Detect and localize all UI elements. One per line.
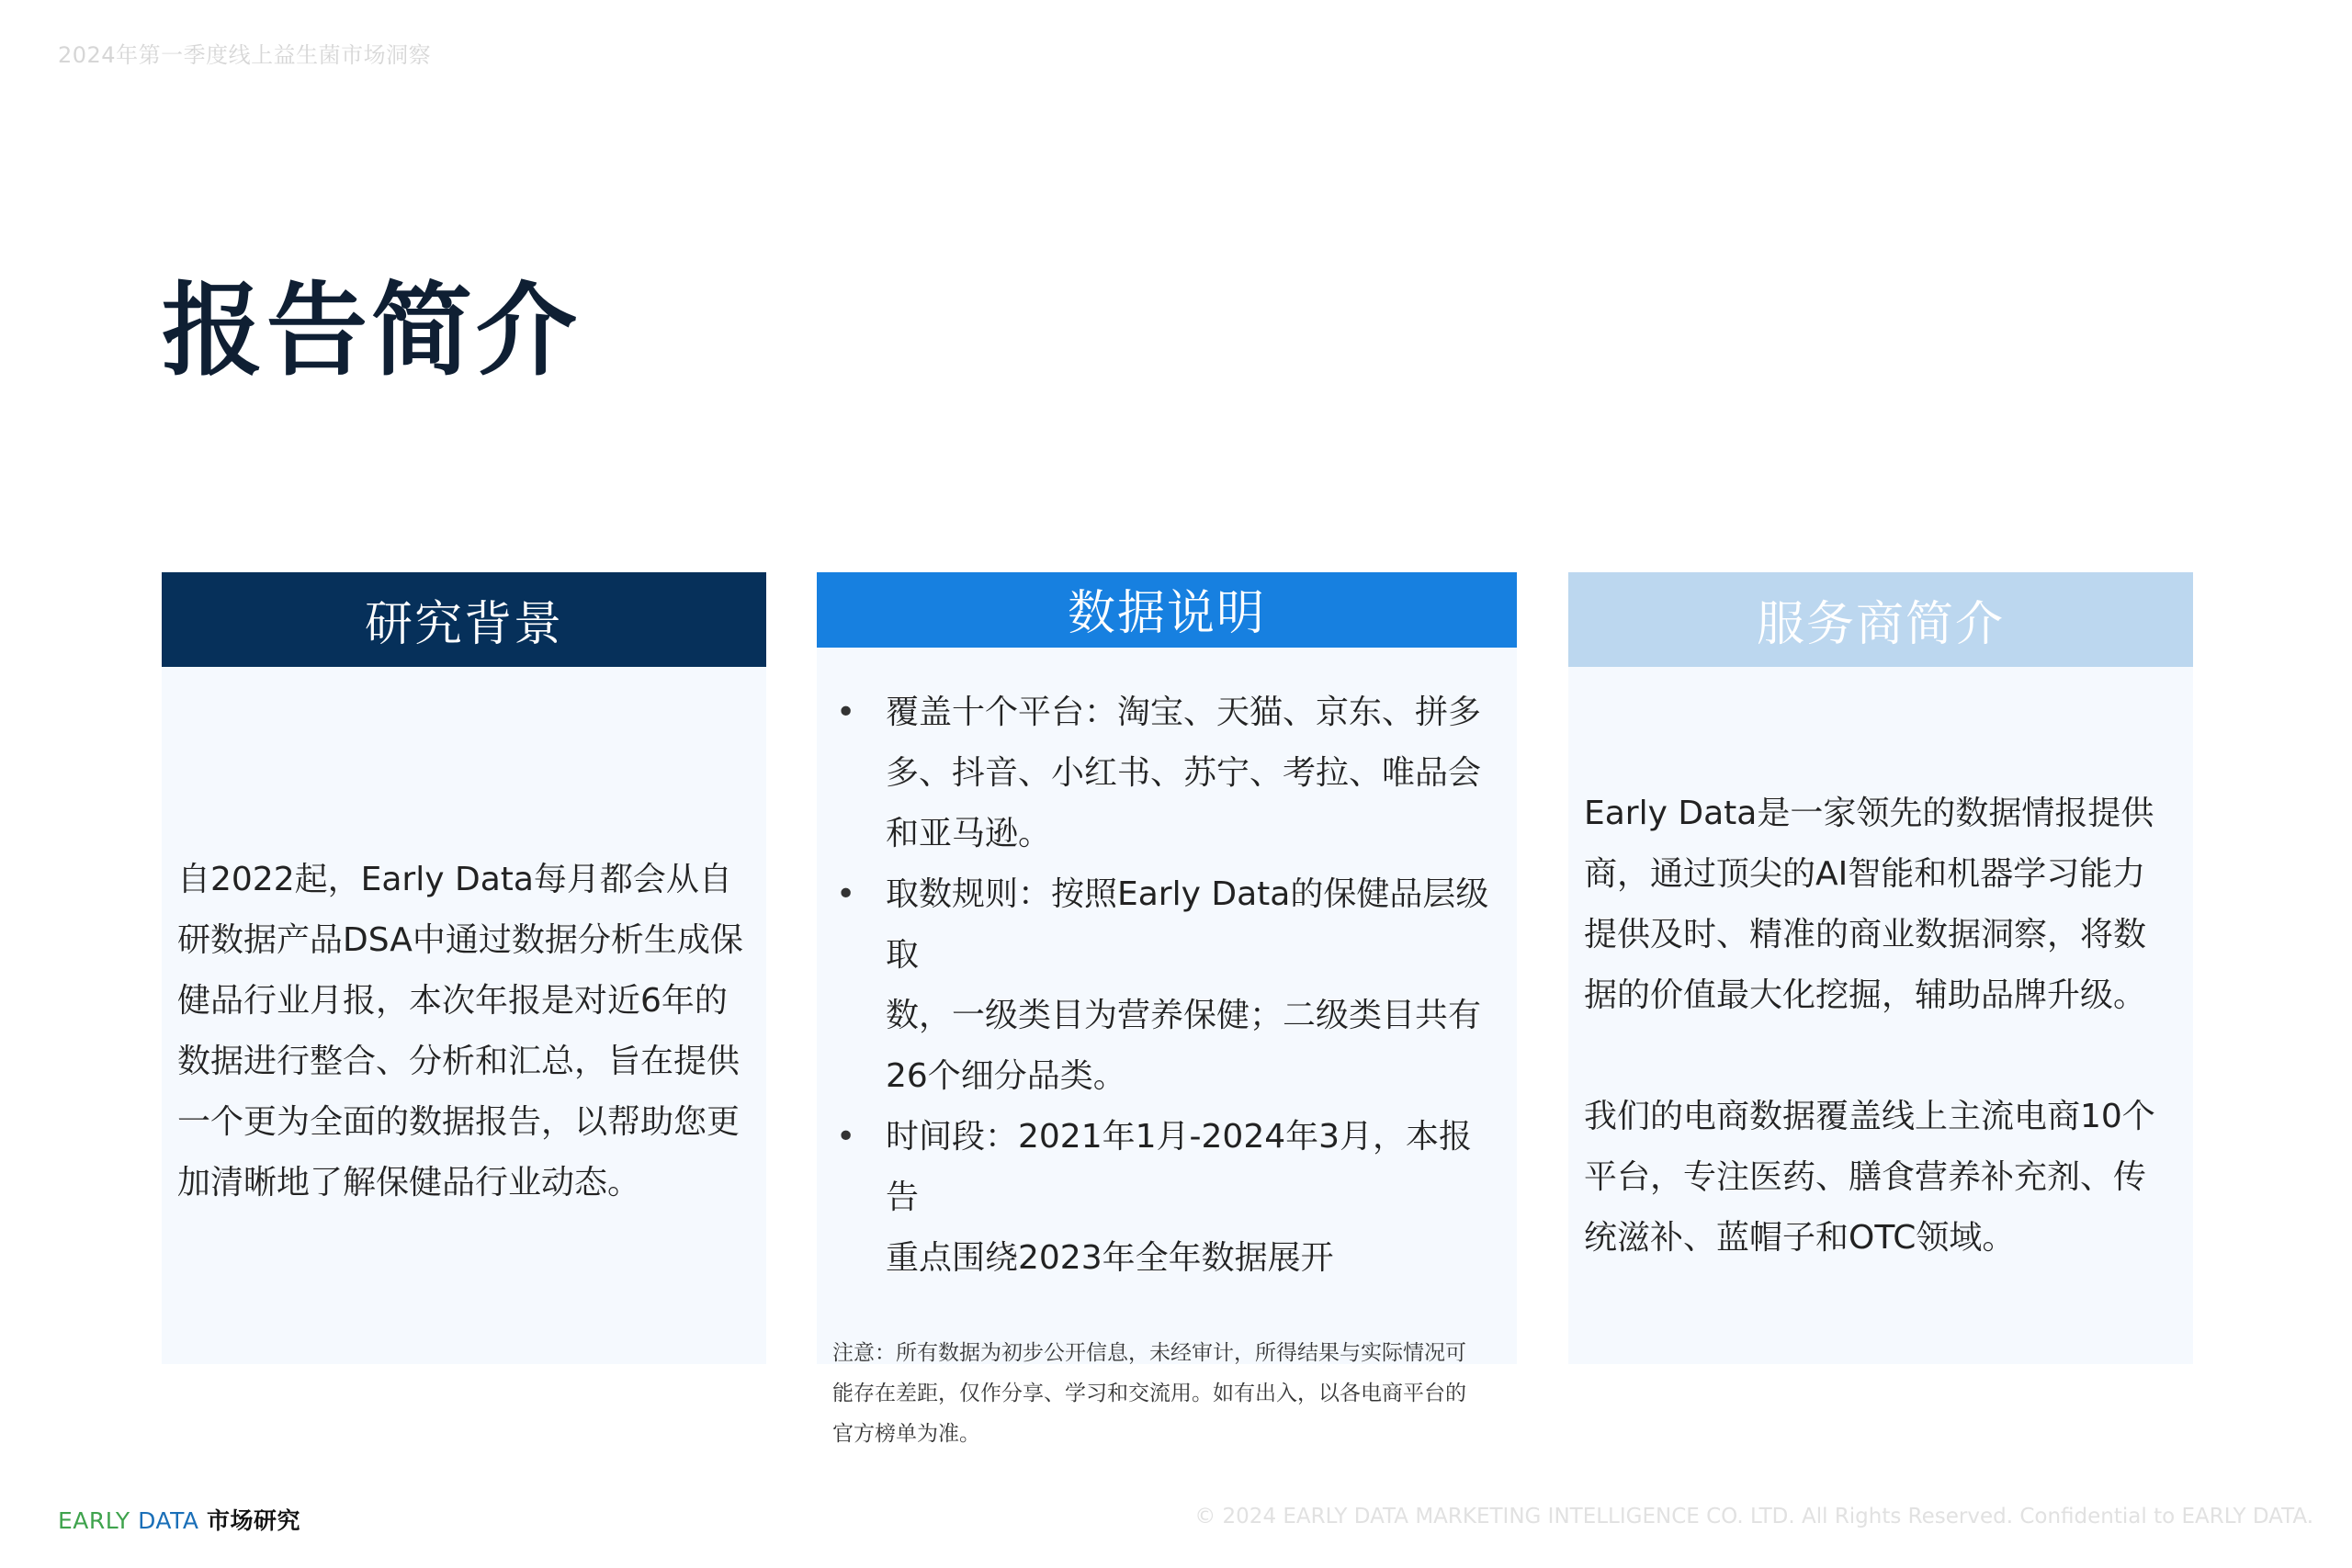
- provider-intro-card: [1568, 572, 2193, 1364]
- body-line: 据的价值最大化挖掘，辅助品牌升级。: [1584, 976, 2147, 1014]
- bullet-line: 重点围绕2023年全年数据展开: [886, 1239, 1334, 1277]
- bullet-marker: •: [836, 1118, 856, 1156]
- bullet-marker: •: [836, 694, 856, 731]
- body-line: 平台，专注医药、膳食营养补充剂、传: [1584, 1158, 2147, 1196]
- body-line: 数据进行整合、分析和汇总，旨在提供: [177, 1043, 741, 1080]
- body-line: 提供及时、精准的商业数据洞察，将数: [1584, 916, 2147, 953]
- footer-copyright: © 2024 EARLY DATA MARKETING INTELLIGENCE CO. LTD. All Rights Reserved. Confidential to EARLY DATA.: [1194, 1505, 2313, 1529]
- provider-intro-title: 服务商简介: [1568, 572, 2193, 667]
- data-description-body: [832, 682, 1504, 1454]
- data-description-card: [817, 572, 1517, 1446]
- research-background-title: 研究背景: [162, 572, 766, 667]
- provider-intro-body: [1584, 784, 2184, 1269]
- body-line: 一个更为全面的数据报告，以帮助您更: [177, 1103, 741, 1141]
- research-background-body: [177, 850, 757, 1213]
- page-title: 报告简介: [162, 272, 581, 389]
- document-header-title: 2024年第一季度线上益生菌市场洞察: [58, 42, 432, 68]
- bullet-item-platforms: [832, 682, 1504, 864]
- bullet-line: 覆盖十个平台：淘宝、天猫、京东、拼多: [886, 694, 1482, 731]
- bullet-line: 和亚马逊。: [886, 815, 1052, 852]
- body-line: 我们的电商数据覆盖线上主流电商10个: [1584, 1098, 2155, 1135]
- disclaimer-note: [832, 1333, 1504, 1454]
- bullet-marker: •: [836, 875, 856, 913]
- bullet-line: 数，一级类目为营养保健；二级类目共有: [886, 997, 1482, 1034]
- body-line: Early Data是一家领先的数据情报提供: [1584, 795, 2154, 832]
- bullet-item-period: [832, 1107, 1504, 1289]
- bullet-line: 26个细分品类。: [886, 1057, 1126, 1095]
- brand-data: DATA: [130, 1507, 207, 1534]
- footer-brand-logo: [58, 1503, 300, 1536]
- brand-early: EARLY: [58, 1507, 130, 1534]
- bullet-line: 取数规则：按照Early Data的保健品层级取: [886, 875, 1489, 974]
- body-line: 加清晰地了解保健品行业动态。: [177, 1164, 641, 1201]
- body-line: 统滋补、蓝帽子和OTC领域。: [1584, 1219, 2016, 1257]
- body-line: 研数据产品DSA中通过数据分析生成保: [177, 921, 743, 959]
- bullet-item-rules: [832, 864, 1504, 1107]
- research-background-card: [162, 572, 766, 1364]
- note-line: 能存在差距，仅作分享、学习和交流用。如有出入，以各电商平台的: [832, 1382, 1466, 1405]
- bullet-line: 多、抖音、小红书、苏宁、考拉、唯品会: [886, 754, 1482, 792]
- brand-cn: 市场研究: [206, 1507, 300, 1534]
- note-line: 注意：所有数据为初步公开信息，未经审计，所得结果与实际情况可: [832, 1341, 1466, 1365]
- body-line: 健品行业月报，本次年报是对近6年的: [177, 982, 728, 1020]
- body-line: 商，通过顶尖的AI智能和机器学习能力: [1584, 855, 2146, 893]
- note-line: 官方榜单为准。: [832, 1422, 980, 1446]
- data-description-title: 数据说明: [817, 572, 1517, 648]
- bullet-list: [832, 682, 1504, 1289]
- body-line: 自2022起，Early Data每月都会从自: [177, 861, 732, 898]
- bullet-line: 时间段：2021年1月-2024年3月，本报告: [886, 1118, 1473, 1216]
- paragraph-gap: [1584, 1026, 2184, 1087]
